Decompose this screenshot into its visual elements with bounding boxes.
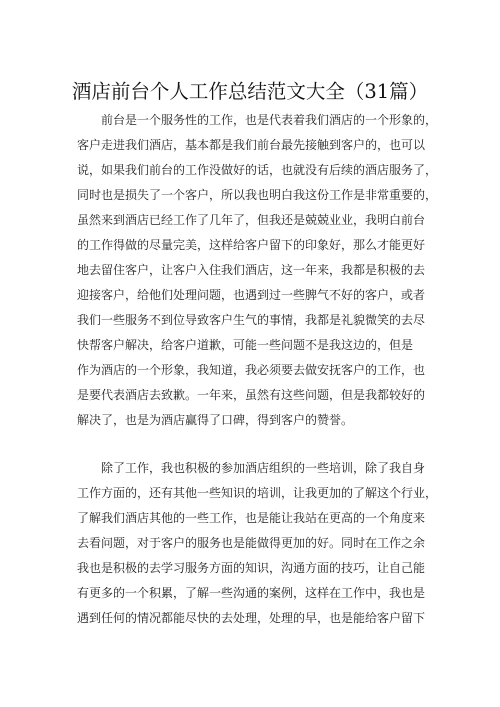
paragraph-line: 迎接客户，给他们处理问题，也遇到过一些脾气不好的客户，或者 (77, 288, 426, 302)
paragraph-line: 前台是一个服务性的工作，也是代表着我们酒店的一个形象的， (77, 113, 437, 127)
paragraph-line: 虽然来到酒店已经工作了几年了，但我还是兢兢业业，我明白前台 (77, 213, 426, 227)
document-title: 酒店前台个人工作总结范文大全（31篇） (71, 80, 429, 103)
paragraph (77, 456, 437, 631)
paragraph-line: 同时也是损失了一个客户，所以我也明白我这份工作是非常重要的， (77, 188, 437, 202)
paragraph-line: 有更多的一个积累，了解一些沟通的案例，这样在工作中，我也是 (77, 586, 426, 600)
paragraph-line: 解决了，也是为酒店赢得了口碑，得到客户的赞誉。 (77, 413, 354, 427)
paragraph-line: 快帮客户解决，给客户道歉，可能一些问题不是我这边的，但是 (77, 338, 414, 352)
paragraph-line: 客户走进我们酒店，基本都是我们前台最先接触到客户的，也可以 (77, 138, 426, 152)
paragraph-line: 遇到任何的情况都能尽快的去处理，处理的早，也是能给客户留下 (77, 611, 426, 625)
paragraph-line: 我也是积极的去学习服务方面的知识，沟通方面的技巧，让自己能 (77, 561, 426, 575)
paragraph-line: 工作方面的，还有其他一些知识的培训，让我更加的了解这个行业， (77, 486, 437, 500)
paragraph (77, 108, 437, 433)
paragraph-line: 说，如果我们前台的工作没做好的话，也就没有后续的酒店服务了， (77, 163, 437, 177)
paragraph-line: 了解我们酒店其他的一些工作，也是能让我站在更高的一个角度来 (77, 511, 426, 525)
paragraph-line: 的工作得做的尽量完美，这样给客户留下的印象好，那么才能更好 (77, 238, 426, 252)
paragraph-line: 作为酒店的一个形象，我知道，我必须要去做安抚客户的工作，也 (77, 363, 426, 377)
paragraph-line: 我们一些服务不到位导致客户生气的事情，我都是礼貌微笑的去尽 (77, 313, 426, 327)
paragraph-line: 是要代表酒店去致歉。一年来，虽然有这些问题，但是我都较好的 (77, 388, 426, 402)
paragraph-line: 去看问题，对于客户的服务也是能做得更加的好。同时在工作之余 (77, 536, 426, 550)
paragraph-line: 除了工作，我也积极的参加酒店组织的一些培训，除了我自身 (77, 461, 426, 475)
paragraph-line: 地去留住客户，让客户入住我们酒店，这一年来，我都是积极的去 (77, 263, 426, 277)
